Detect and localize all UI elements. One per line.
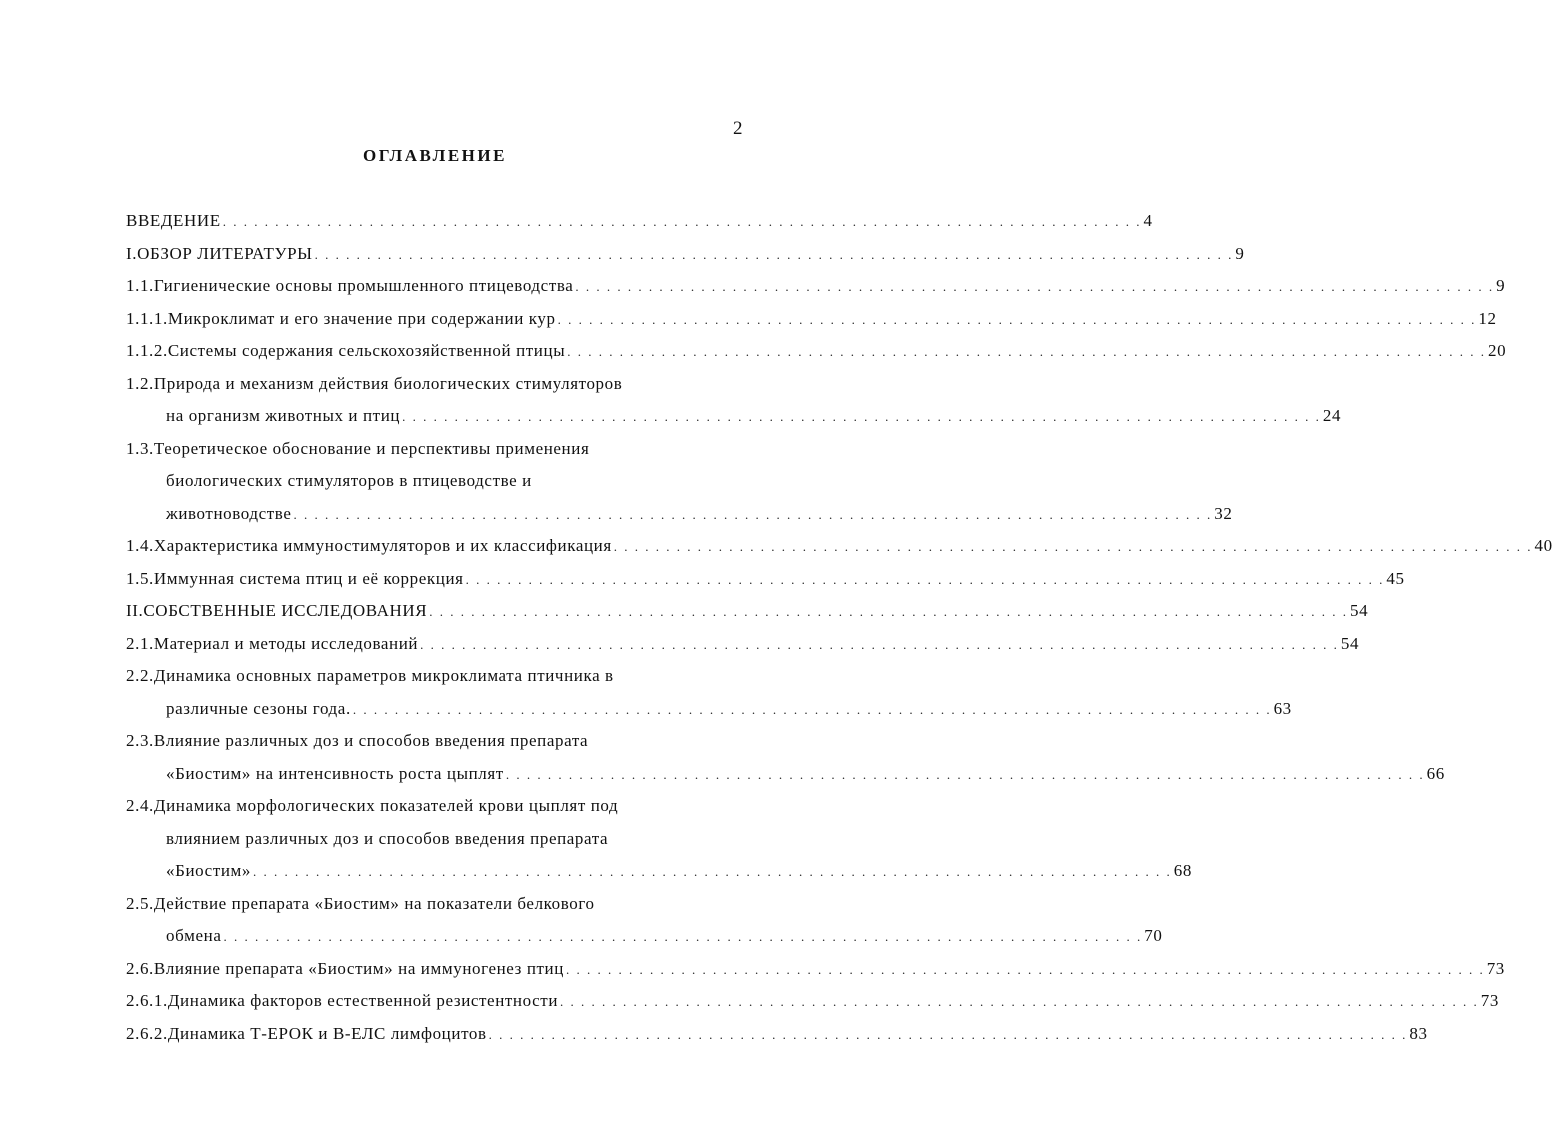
toc-entry [126, 888, 750, 921]
toc-entry [126, 595, 1369, 628]
page-number: 2 [733, 118, 743, 139]
toc-entry-page: 32 [1214, 503, 1233, 523]
toc-entry [126, 563, 1405, 596]
toc-leader-dots: . . . . . . . . . . . . . . . . . . . . . . . . . . . . . . . . . . . . . . . . . . . . . . . . . . . . . . . . . . . . . . . . . . . . . . . . . . . . . . . . . . . . . . . . [314, 246, 1234, 262]
toc-entry-page: 73 [1486, 958, 1505, 978]
toc-entry-page: 73 [1480, 991, 1499, 1010]
toc-entry [126, 205, 1153, 238]
toc-entry-page: 40 [1534, 536, 1553, 555]
toc-entry-page: 63 [1273, 698, 1292, 718]
toc-entry [126, 953, 1505, 986]
toc-entry-page: 9 [1496, 276, 1506, 295]
toc-entry-page: 45 [1386, 568, 1405, 588]
toc-leader-dots: . . . . . . . . . . . . . . . . . . . . . . . . . . . . . . . . . . . . . . . . . . . . . . . . . . . . . . . . . . . . . . . . . . . . . . . . . . . . . . . . . . . . . . . . [560, 994, 1479, 1009]
toc-entry [126, 530, 1553, 563]
toc-entry-text: 2.6.Влияние препарата «Биостим» на иммуногенез птиц [126, 958, 564, 978]
toc-entry-text: ВВЕДЕНИЕ [126, 211, 221, 230]
toc-entry-text: «Биостим» [166, 861, 252, 880]
page-title: ОГЛАВЛЕНИЕ [363, 146, 507, 165]
toc-entry-text: биологических стимуляторов в птицеводстве и [166, 471, 532, 490]
toc-entry-text: 2.3.Влияние различных доз и способов введения препарата [126, 731, 589, 750]
toc-entry [126, 368, 750, 401]
toc-leader-dots: . . . . . . . . . . . . . . . . . . . . . . . . . . . . . . . . . . . . . . . . . . . . . . . . . . . . . . . . . . . . . . . . . . . . . . . . . . . . . . . . . . . . . . . . [613, 539, 1533, 554]
toc-leader-dots: . . . . . . . . . . . . . . . . . . . . . . . . . . . . . . . . . . . . . . . . . . . . . . . . . . . . . . . . . . . . . . . . . . . . . . . . . . . . . . . . . . . . . . . . [429, 604, 1348, 619]
toc-entry-text: на организм животных и птиц [166, 406, 401, 425]
toc-entry-text: 1.1.2.Системы содержания сельскохозяйственной птицы [126, 341, 566, 360]
toc-entry-page: 66 [1426, 763, 1445, 783]
toc-entry-text: 1.5.Иммунная система птиц и её коррекция [126, 568, 464, 588]
toc-entry [126, 465, 750, 498]
toc-entry-text: животноводстве [166, 503, 292, 523]
toc-leader-dots: . . . . . . . . . . . . . . . . . . . . . . . . . . . . . . . . . . . . . . . . . . . . . . . . . . . . . . . . . . . . . . . . . . . . . . . . . . . . . . . . . . . . . . . . [557, 311, 1477, 327]
toc-entry [126, 758, 1445, 791]
toc-entry [126, 238, 1245, 271]
toc-entry-text: 1.1.Гигиенические основы промышленного птицеводства [126, 276, 574, 295]
toc-entry-page: 83 [1409, 1023, 1428, 1043]
toc-leader-dots: . . . . . . . . . . . . . . . . . . . . . . . . . . . . . . . . . . . . . . . . . . . . . . . . . . . . . . . . . . . . . . . . . . . . . . . . . . . . . . . . . . . . . . . . [402, 409, 1321, 424]
toc-leader-dots: . . . . . . . . . . . . . . . . . . . . . . . . . . . . . . . . . . . . . . . . . . . . . . . . . . . . . . . . . . . . . . . . . . . . . . . . . . . . . . . . . . . . . . . . [575, 279, 1495, 294]
toc-entry [126, 335, 1507, 368]
toc-entry [126, 823, 750, 856]
toc-leader-dots: . . . . . . . . . . . . . . . . . . . . . . . . . . . . . . . . . . . . . . . . . . . . . . . . . . . . . . . . . . . . . . . . . . . . . . . . . . . . . . . . . . . . . . . . [465, 571, 1385, 587]
toc-entry-text: различные сезоны года. [166, 698, 351, 718]
toc-entry-page: 68 [1173, 861, 1192, 880]
toc-leader-dots: . . . . . . . . . . . . . . . . . . . . . . . . . . . . . . . . . . . . . . . . . . . . . . . . . . . . . . . . . . . . . . . . . . . . . . . . . . . . . . . . . . . . . . . . [253, 864, 1172, 879]
toc-entry [126, 660, 750, 693]
toc-entry-page: 24 [1322, 406, 1342, 425]
toc-entry-page: 54 [1350, 601, 1369, 620]
toc-entry [126, 1018, 1428, 1051]
toc-leader-dots: . . . . . . . . . . . . . . . . . . . . . . . . . . . . . . . . . . . . . . . . . . . . . . . . . . . . . . . . . . . . . . . . . . . . . . . . . . . . . . . . . . . . . . . . [565, 961, 1485, 977]
toc-entry [126, 433, 750, 466]
toc-entry [126, 303, 1497, 336]
toc-entry [126, 725, 750, 758]
toc-entry-page: 20 [1487, 341, 1507, 360]
toc-leader-dots: . . . . . . . . . . . . . . . . . . . . . . . . . . . . . . . . . . . . . . . . . . . . . . . . . . . . . . . . . . . . . . . . . . . . . . . . . . . . . . . . . . . . . . . . [488, 1026, 1408, 1042]
toc-leader-dots: . . . . . . . . . . . . . . . . . . . . . . . . . . . . . . . . . . . . . . . . . . . . . . . . . . . . . . . . . . . . . . . . . . . . . . . . . . . . . . . . . . . . . . . . [223, 929, 1143, 944]
toc-entry-text: 2.6.1.Динамика факторов естественной резистентности [126, 991, 559, 1010]
toc-entry-text: влиянием различных доз и способов введения препарата [166, 828, 609, 848]
toc-entry-text: 2.4.Динамика морфологических показателей крови цыплят под [126, 796, 619, 815]
toc-entry [126, 628, 1360, 661]
toc-leader-dots: . . . . . . . . . . . . . . . . . . . . . . . . . . . . . . . . . . . . . . . . . . . . . . . . . . . . . . . . . . . . . . . . . . . . . . . . . . . . . . . . . . . . . . . . [567, 344, 1486, 359]
toc-entry-page: 54 [1340, 633, 1360, 653]
toc-leader-dots: . . . . . . . . . . . . . . . . . . . . . . . . . . . . . . . . . . . . . . . . . . . . . . . . . . . . . . . . . . . . . . . . . . . . . . . . . . . . . . . . . . . . . . . . [352, 701, 1272, 717]
toc-entry [126, 985, 1499, 1018]
toc-entry-text: 2.5.Действие препарата «Биостим» на показатели белкового [126, 893, 595, 913]
toc-leader-dots: . . . . . . . . . . . . . . . . . . . . . . . . . . . . . . . . . . . . . . . . . . . . . . . . . . . . . . . . . . . . . . . . . . . . . . . . . . . . . . . . . . . . . . . . [420, 636, 1339, 652]
toc-entry [126, 790, 750, 823]
toc-entry [126, 693, 1292, 726]
toc-entry [126, 920, 1163, 953]
table-of-contents [126, 205, 1553, 1050]
toc-entry-text: 2.1.Материал и методы исследований [126, 633, 419, 653]
toc-entry-page: 9 [1235, 243, 1245, 263]
toc-entry-text: 2.2.Динамика основных параметров микроклимата птичника в [126, 666, 614, 685]
toc-entry-text: 1.3.Теоретическое обоснование и перспективы применения [126, 438, 590, 458]
toc-entry-text: II.СОБСТВЕННЫЕ ИССЛЕДОВАНИЯ [126, 601, 428, 620]
toc-entry-text: обмена [166, 926, 222, 945]
toc-leader-dots: . . . . . . . . . . . . . . . . . . . . . . . . . . . . . . . . . . . . . . . . . . . . . . . . . . . . . . . . . . . . . . . . . . . . . . . . . . . . . . . . . . . . . . . . [293, 506, 1213, 522]
toc-entry [126, 400, 1342, 433]
toc-entry-text: 1.1.1.Микроклимат и его значение при содержании кур [126, 308, 556, 328]
toc-leader-dots: . . . . . . . . . . . . . . . . . . . . . . . . . . . . . . . . . . . . . . . . . . . . . . . . . . . . . . . . . . . . . . . . . . . . . . . . . . . . . . . . . . . . . . . . [222, 214, 1142, 229]
toc-entry-text: 1.2.Природа и механизм действия биологических стимуляторов [126, 373, 623, 393]
toc-entry-text: 2.6.2.Динамика Т-ЕРОК и В-ЕЛС лимфоцитов [126, 1023, 487, 1043]
toc-entry-text: I.ОБЗОР ЛИТЕРАТУРЫ [126, 243, 313, 263]
toc-entry-page: 70 [1144, 926, 1163, 945]
toc-entry-page: 12 [1478, 308, 1497, 328]
toc-entry-text: «Биостим» на интенсивность роста цыплят [166, 763, 504, 783]
toc-entry [126, 855, 1192, 888]
toc-entry-text: 1.4.Характеристика иммуностимуляторов и их классификация [126, 536, 612, 555]
toc-entry [126, 498, 1233, 531]
toc-entry-page: 4 [1143, 211, 1153, 230]
toc-leader-dots: . . . . . . . . . . . . . . . . . . . . . . . . . . . . . . . . . . . . . . . . . . . . . . . . . . . . . . . . . . . . . . . . . . . . . . . . . . . . . . . . . . . . . . . . [505, 766, 1425, 782]
toc-entry [126, 270, 1506, 303]
